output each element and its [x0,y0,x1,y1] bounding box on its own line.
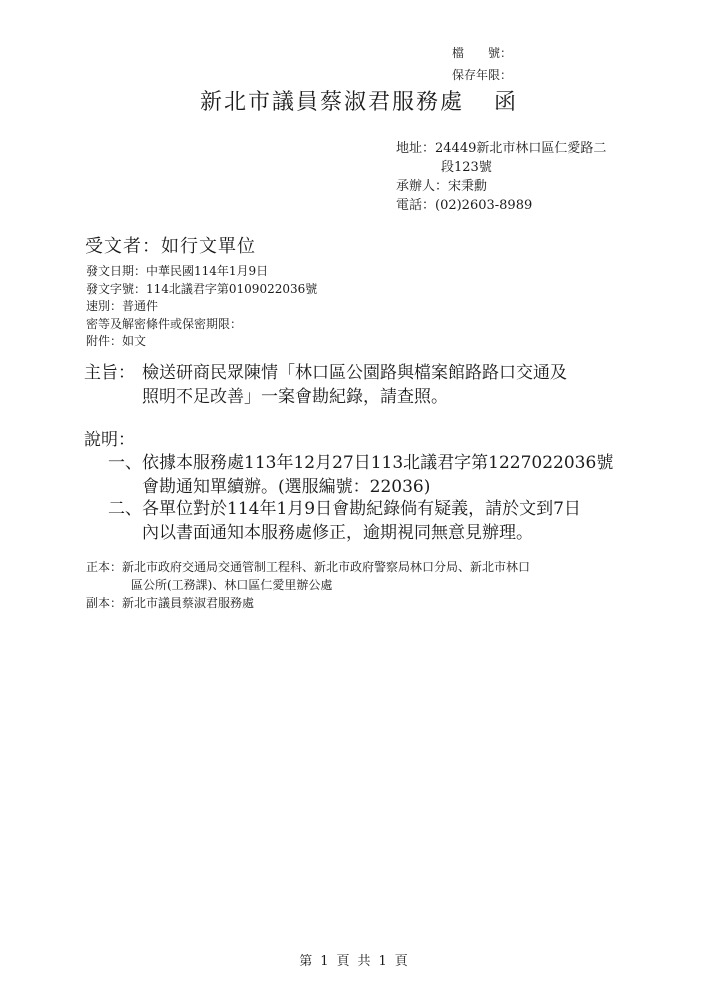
page-unit: 頁 [336,954,350,969]
security-class: 密等及解密條件或保密期限： [86,316,243,331]
handler: 承辦人：宋秉勳 [396,179,488,194]
explanation-item [84,497,581,545]
file-number-label: 檔 號： [452,46,513,60]
total-unit: 頁 [394,954,408,969]
subject-block [84,361,567,409]
page-label: 第 [299,954,313,969]
item-line-1: 各單位對於114年1月9日會勘紀錄倘有疑義，請於文到7日 [142,499,581,519]
contact-block [396,139,606,215]
issue-date: 發文日期：中華民國114年1月9日 [86,264,269,278]
subject-label: 主旨： [84,363,135,383]
item-line-2: 會勘通知單續辦。(選服編號：22036) [142,477,431,497]
total-pages: 1 [378,954,387,969]
page-number: 1 [320,954,329,969]
explanation-label: 說明： [84,430,135,450]
office-name: 新北市議員蔡淑君服務處 [200,90,465,115]
address-line-2: 段123號 [441,160,492,175]
attachment: 附件：如文 [86,334,147,348]
address-line-1: 地址：24449新北市林口區仁愛路二 [396,141,607,156]
document-type: 函 [494,90,519,115]
original-recipients-line-1: 正本：新北市政府交通局交通管制工程科、新北市政府警察局林口分局、新北市林口 [86,560,531,574]
original-recipients-line-2: 區公所(工務課)、林口區仁愛里辦公處 [131,578,333,592]
subject-line-1: 檢送研商民眾陳情「林口區公園路與檔案館路路口交通及 [142,363,567,383]
doc-number: 發文字號：114北議君字第0109022036號 [86,281,318,296]
speed-class: 速別：普通件 [86,299,159,313]
item-number: 二、 [108,499,142,519]
distribution-block [86,558,530,612]
item-number: 一、 [108,453,142,473]
item-line-2: 內以書面通知本服務處修正，逾期視同無意見辦理。 [142,523,533,543]
total-label: 共 [357,954,371,969]
subject-line-2: 照明不足改善」一案會勘紀錄，請查照。 [142,387,448,407]
document-title [200,85,518,116]
phone: 電話：(02)2603-8989 [396,198,533,213]
page-footer [0,950,707,969]
retention-period-label: 保存年限： [452,68,513,82]
item-line-1: 依據本服務處113年12月27日113北議君字第1227022036號 [142,453,614,473]
meta-block [86,263,317,351]
recipient: 受文者：如行文單位 [85,236,256,257]
explanation-item [84,451,613,499]
copy-recipients: 副本：新北市議員蔡淑君服務處 [86,596,255,610]
